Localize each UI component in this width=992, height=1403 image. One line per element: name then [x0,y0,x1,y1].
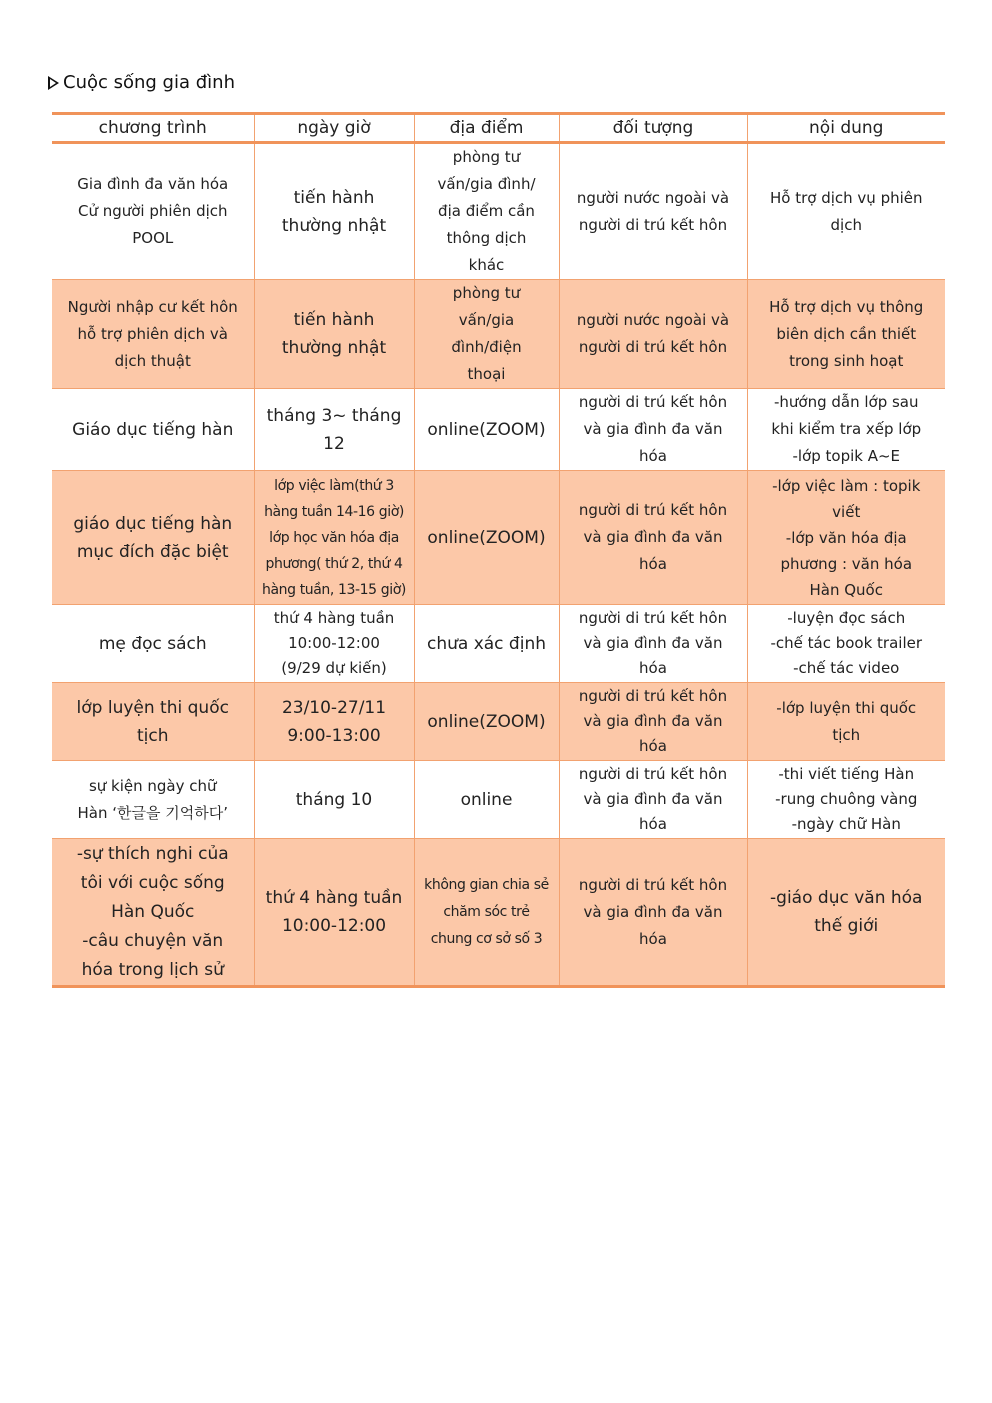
program-text: Giáo dục tiếng hàn [72,419,234,440]
content-cell [747,471,945,605]
program-cell [52,471,254,605]
place-text: online [460,789,513,810]
content-cell [747,683,945,761]
time-text: tiến hành thường nhật [281,187,387,236]
place-text: phòng tư vấn/gia đình/ địa điểm cần thông dịch khác [437,148,536,274]
place-cell [414,280,559,389]
content-cell [747,605,945,683]
table-row [52,839,945,987]
target-cell [559,143,747,280]
target-text: người di trú kết hôn và gia đình đa văn hóa [578,501,728,573]
target-cell [559,839,747,987]
place-text: không gian chia sẻ chăm sóc trẻ chung cơ sở số 3 [424,876,549,947]
time-cell [254,683,414,761]
time-cell [254,143,414,280]
content-cell [747,761,945,839]
place-cell [414,143,559,280]
target-text: người di trú kết hôn và gia đình đa văn hóa [578,687,728,755]
time-text: lớp việc làm(thứ 3 hàng tuần 14-16 giờ) lớp học văn hóa địa phương( thứ 2, thứ 4 hàng tuần, 13-15 giờ) [262,477,406,598]
content-text: -lớp việc làm : topik viết -lớp văn hóa địa phương : văn hóa Hàn Quốc [772,476,921,599]
time-cell [254,280,414,389]
target-cell [559,471,747,605]
time-text: thứ 4 hàng tuần 10:00-12:00 (9/29 dự kiến) [273,609,395,677]
program-cell [52,683,254,761]
table-row [52,683,945,761]
program-cell [52,761,254,839]
program-cell [52,143,254,280]
time-text: tháng 10 [295,789,373,810]
time-text: thứ 4 hàng tuần 10:00-12:00 [265,888,403,936]
header-place: địa điểm [414,114,559,143]
place-text: phòng tư vấn/gia đình/điện thoại [451,284,522,383]
target-text: người di trú kết hôn và gia đình đa văn hóa [578,765,728,833]
table-row [52,471,945,605]
time-cell [254,471,414,605]
program-cell [52,839,254,987]
time-text: 23/10-27/11 9:00-13:00 [281,697,387,746]
place-cell [414,389,559,471]
time-text: tiến hành thường nhật [281,310,387,358]
place-text: online(ZOOM) [427,527,546,548]
target-text: người di trú kết hôn và gia đình đa văn hóa [578,609,728,677]
program-cell [52,280,254,389]
target-cell [559,389,747,471]
time-cell [254,761,414,839]
program-cell [52,605,254,683]
content-text: Hỗ trợ dịch vụ thông biên dịch cần thiết trong sinh hoạt [769,297,924,370]
place-cell [414,761,559,839]
header-target: đối tượng [559,114,747,143]
program-text: mẹ đọc sách [98,633,207,654]
content-cell [747,280,945,389]
content-text: -thi viết tiếng Hàn -rung chuông vàng -ngày chữ Hàn [775,765,918,833]
place-cell [414,471,559,605]
program-text: lớp luyện thi quốc tịch [76,697,229,746]
program-text: Người nhập cư kết hôn hỗ trợ phiên dịch và dịch thuật [67,297,238,370]
program-cell [52,389,254,471]
target-cell [559,683,747,761]
place-text: online(ZOOM) [427,711,546,732]
target-cell [559,605,747,683]
place-cell [414,683,559,761]
target-cell [559,280,747,389]
place-text: chưa xác định [426,633,546,654]
table-header-row [52,114,945,143]
place-text: online(ZOOM) [427,419,546,440]
content-text: -luyện đọc sách -chế tác book trailer -chế tác video [770,609,923,677]
content-cell [747,389,945,471]
content-text: -hướng dẫn lớp sau khi kiểm tra xếp lớp -lớp topik A~E [771,393,922,465]
table-row [52,761,945,839]
content-cell [747,839,945,987]
program-text: -sự thích nghi của tôi với cuộc sống Hàn Quốc -câu chuyện văn hóa trong lịch sử [76,843,229,980]
content-text: Hỗ trợ dịch vụ phiên dịch [769,188,923,234]
section-title-text: Cuộc sống gia đình [63,72,235,93]
target-text: người di trú kết hôn và gia đình đa văn hóa [578,875,728,948]
program-text: Gia đình đa văn hóa Cử người phiên dịch POOL [77,175,229,247]
target-text: người nước ngoài và người di trú kết hôn [576,311,730,356]
time-cell [254,839,414,987]
target-text: người nước ngoài và người di trú kết hôn [576,188,730,234]
program-text: sự kiện ngày chữ Hàn ‘한글을 기억하다’ [77,776,228,822]
time-cell [254,389,414,471]
place-cell [414,605,559,683]
header-program: chương trình [52,114,254,143]
header-content: nội dung [747,114,945,143]
header-time: ngày giờ [254,114,414,143]
content-cell [747,143,945,280]
table-row [52,280,945,389]
table-row [52,389,945,471]
program-text: giáo dục tiếng hàn mục đích đặc biệt [73,513,233,562]
time-cell [254,605,414,683]
place-cell [414,839,559,987]
program-table [52,112,945,988]
triangle-marker-icon [48,76,59,90]
table-row [52,143,945,280]
table-row [52,605,945,683]
section-title [48,70,235,96]
time-text: tháng 3~ tháng 12 [266,405,402,454]
content-text: -lớp luyện thi quốc tịch [776,698,917,744]
target-cell [559,761,747,839]
content-text: -giáo dục văn hóa thế giới [770,888,923,936]
target-text: người di trú kết hôn và gia đình đa văn hóa [578,393,728,465]
